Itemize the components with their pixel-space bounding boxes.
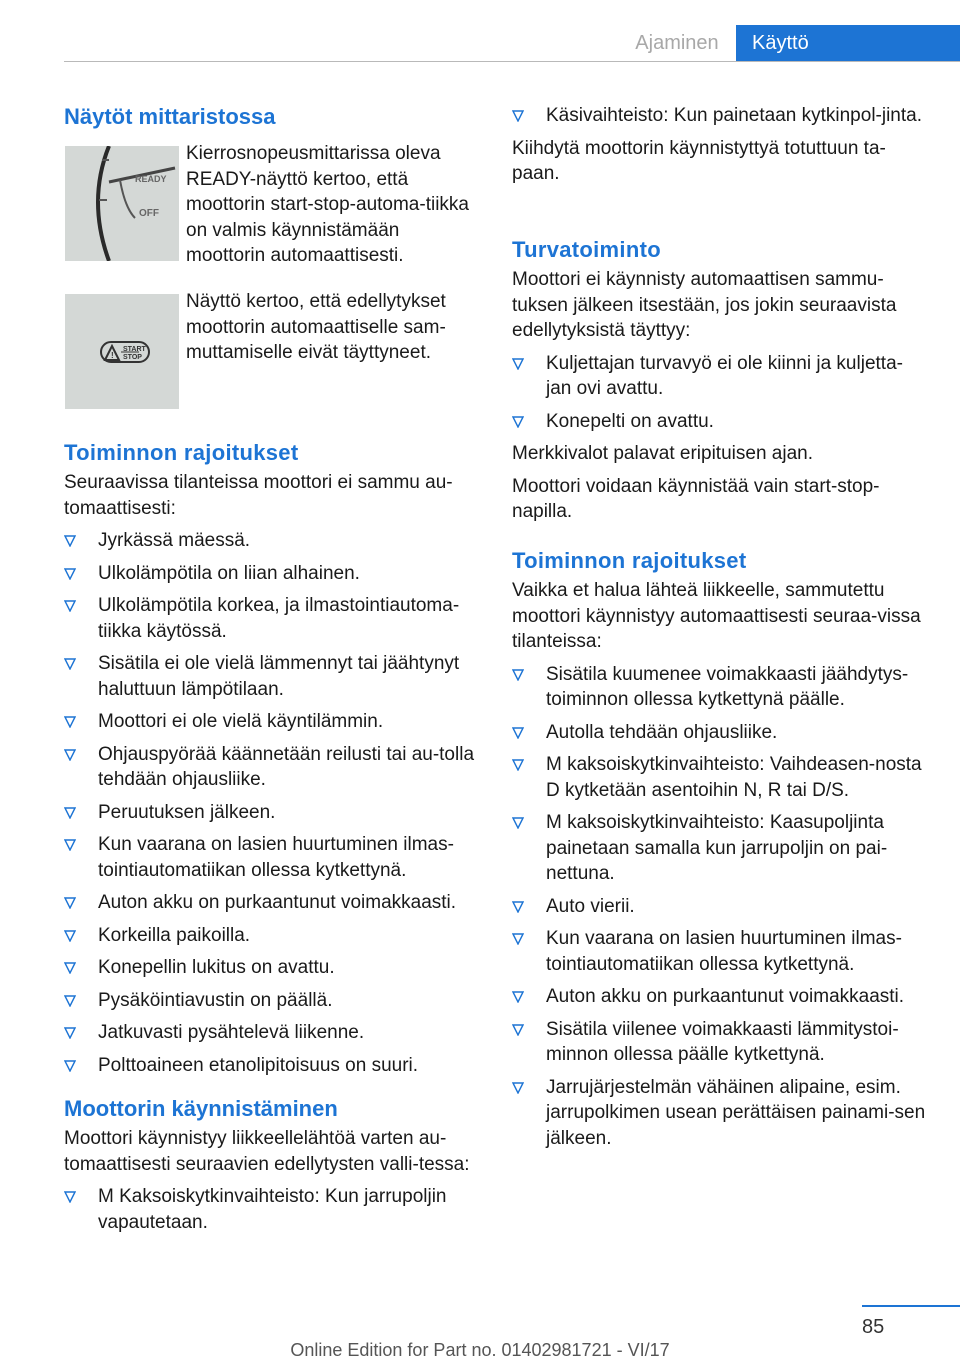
list-item-text: Auton akku on purkaantunut voimakkaasti.	[546, 986, 905, 1007]
list-item	[64, 651, 476, 702]
kasivaihteisto-list	[512, 103, 926, 129]
triangle-bullet-icon	[64, 716, 76, 728]
triangle-bullet-icon	[512, 933, 524, 945]
list-item-text: Autolla tehdään ohjausliike.	[546, 721, 778, 743]
list-item-text: Kun vaarana on lasien huurtuminen ilmas-tointiautomatiikan ollessa kytkettynä.	[98, 834, 454, 881]
list-item-text: Jyrkässä mäessä.	[98, 530, 251, 551]
start-label: START	[123, 346, 146, 353]
list-item	[512, 926, 926, 977]
list-item	[64, 593, 476, 644]
triangle-bullet-icon	[64, 600, 76, 612]
list-item-text: Konepellin lukitus on avattu.	[98, 957, 335, 978]
startstop-description: Näyttö kertoo, että edellytykset moottorin automaattiselle sam-muttamiselle eivät täyttyneet.	[186, 291, 446, 363]
right-top-block	[512, 103, 926, 187]
heading-naytot: Näytöt mittaristossa	[64, 104, 276, 129]
rajoitukset-2-list	[512, 662, 926, 1152]
list-item-text: Jarrujärjestelmän vähäinen alipaine, esim. jarrupolkimen usean perättäisen painami-sen jälkeen.	[546, 1076, 926, 1149]
triangle-bullet-icon	[64, 1191, 76, 1203]
list-item-text: Ohjauspyörää käännetään reilusti tai au-tolla tehdään ohjausliike.	[98, 743, 475, 790]
start-stop-napilla-paragraph: Moottori voidaan käynnistää vain start-stop-napilla.	[512, 475, 880, 522]
list-item-text: Peruutuksen jälkeen.	[98, 801, 276, 823]
list-item	[64, 561, 476, 587]
startstop-warning-icon	[65, 294, 179, 409]
heading-moottorin-kaynnistaminen: Moottorin käynnistäminen	[64, 1096, 338, 1121]
rajoitukset-intro: Seuraavissa tilanteissa moottori ei sammu au-tomaattisesti:	[64, 472, 453, 519]
heading-toiminnon-rajoitukset-2: Toiminnon rajoitukset	[512, 548, 747, 573]
triangle-bullet-icon	[64, 535, 76, 547]
triangle-bullet-icon	[64, 658, 76, 670]
list-item	[64, 955, 476, 981]
heading-toiminnon-rajoitukset: Toiminnon rajoitukset	[64, 440, 299, 465]
list-item-text: Korkeilla paikoilla.	[98, 924, 251, 946]
list-item	[64, 890, 476, 916]
triangle-bullet-icon	[64, 897, 76, 909]
section-turvatoiminto	[512, 236, 926, 525]
triangle-bullet-icon	[512, 817, 524, 829]
heading-turvatoiminto: Turvatoiminto	[512, 237, 661, 262]
triangle-bullet-icon	[512, 416, 524, 428]
list-item-text: Auto vierii.	[546, 895, 635, 917]
triangle-bullet-icon	[512, 727, 524, 739]
section-toiminnon-rajoitukset-right	[512, 547, 926, 1158]
rajoitukset-2-intro: Vaikka et halua lähteä liikkeelle, sammutettu moottori käynnistyy automaattisesti seuraa-vissa tilanteissa:	[512, 580, 921, 652]
section-tab-ajaminen[interactable]: Ajaminen	[635, 32, 719, 54]
list-item-text: Kun vaarana on lasien huurtuminen ilmas-tointiautomatiikan ollessa kytkettynä.	[546, 928, 902, 975]
triangle-bullet-icon	[64, 807, 76, 819]
list-item-text: Pysäköintiavustin on päällä.	[98, 989, 333, 1011]
triangle-bullet-icon	[512, 669, 524, 681]
triangle-bullet-icon	[512, 991, 524, 1003]
list-item	[512, 103, 926, 129]
triangle-bullet-icon	[64, 839, 76, 851]
triangle-bullet-icon	[64, 930, 76, 942]
stop-label: STOP	[123, 354, 142, 361]
list-item	[512, 1017, 926, 1068]
kaynnistaminen-list	[64, 1184, 476, 1235]
list-item	[512, 984, 926, 1010]
page-number-rule	[862, 1305, 960, 1307]
list-item-text: Käsivaihteisto: Kun painetaan kytkinpol-jinta.	[546, 105, 923, 126]
list-item-text: Ulkolämpötila on liian alhainen.	[98, 562, 360, 584]
list-item	[64, 742, 476, 793]
section-toiminnon-rajoitukset-left	[64, 439, 476, 1085]
triangle-bullet-icon	[64, 962, 76, 974]
section-moottorin-kaynnistaminen	[64, 1095, 476, 1242]
svg-text:!: !	[111, 351, 114, 360]
list-item	[512, 810, 926, 887]
list-item	[512, 351, 926, 402]
tachometer-ready-image	[65, 146, 179, 261]
list-item-text: M Kaksoiskytkinvaihteisto: Kun jarrupoljin vapautetaan.	[98, 1186, 447, 1233]
triangle-bullet-icon	[64, 995, 76, 1007]
triangle-bullet-icon	[512, 1082, 524, 1094]
list-item	[64, 1053, 476, 1079]
list-item	[64, 528, 476, 554]
list-item-text: Polttoaineen etanolipitoisuus on suuri.	[98, 1054, 419, 1076]
triangle-bullet-icon	[512, 358, 524, 370]
turvatoiminto-list	[512, 351, 926, 435]
off-label: OFF	[139, 208, 159, 219]
ready-label: READY	[135, 174, 167, 184]
list-item	[512, 894, 926, 920]
list-item	[512, 409, 926, 435]
page-number: 85	[862, 1316, 885, 1338]
list-item-text: Jatkuvasti pysähtelevä liikenne.	[98, 1022, 365, 1043]
list-item	[64, 923, 476, 949]
header-divider	[64, 61, 960, 62]
list-item	[512, 1075, 926, 1152]
kaynnistaminen-intro: Moottori käynnistyy liikkeellelähtöä varten au-tomaattisesti seuraavien edellytysten valli-tessa:	[64, 1128, 470, 1175]
list-item	[64, 1184, 476, 1235]
list-item	[64, 800, 476, 826]
triangle-bullet-icon	[64, 1027, 76, 1039]
list-item-text: Auton akku on purkaantunut voimakkaasti.	[98, 892, 457, 913]
list-item-text: M kaksoiskytkinvaihteisto: Vaihdeasen-nosta D kytketään asentoihin N, R tai D/S.	[546, 754, 922, 801]
triangle-bullet-icon	[64, 749, 76, 761]
list-item	[512, 662, 926, 713]
ready-description: Kierrosnopeusmittarissa oleva READY-näyttö kertoo, että moottorin start-stop-automa-tiikka on valmis käynnistämään moottorin automaattisesti.	[186, 143, 469, 266]
turvatoiminto-intro: Moottori ei käynnisty automaattisen sammu-tuksen jälkeen itsestään, jos jokin seuraavista edellytyksistä täyttyy:	[512, 269, 897, 341]
triangle-bullet-icon	[512, 759, 524, 771]
list-item-text: Kuljettajan turvavyö ei ole kiinni ja kuljetta-jan ovi avattu.	[546, 352, 903, 399]
section-tab-kaytto[interactable]: Käyttö	[736, 25, 960, 61]
kiihdyta-paragraph: Kiihdytä moottorin käynnistyttyä totuttuun ta-paan.	[512, 137, 886, 184]
rajoitukset-list	[64, 528, 476, 1078]
list-item-text: Konepelti on avattu.	[546, 410, 714, 432]
triangle-bullet-icon	[512, 110, 524, 122]
list-item-text: Moottori ei ole vielä käyntilämmin.	[98, 711, 384, 732]
list-item-text: M kaksoiskytkinvaihteisto: Kaasupoljinta painetaan samalla kun jarrupoljin on pai-nettuna.	[546, 812, 888, 884]
list-item-text: Ulkolämpötila korkea, ja ilmastointiautoma-tiikka käytössä.	[98, 595, 460, 642]
list-item	[64, 832, 476, 883]
list-item-text: Sisätila ei ole vielä lämmennyt tai jäähtynyt haluttuun lämpötilaan.	[98, 653, 460, 700]
list-item	[64, 709, 476, 735]
list-item	[64, 1020, 476, 1046]
edition-footer: Online Edition for Part no. 01402981721 - VI/17	[290, 1340, 670, 1360]
list-item	[512, 752, 926, 803]
list-item-text: Sisätila viilenee voimakkaasti lämmitystoi-minnon ollessa päälle kytkettynä.	[546, 1018, 899, 1065]
list-item	[64, 988, 476, 1014]
list-item-text: Sisätila kuumenee voimakkaasti jäähdytys-toiminnon ollessa kytkettynä päälle.	[546, 663, 909, 710]
startstop-indicator-image	[65, 294, 179, 409]
triangle-bullet-icon	[512, 1024, 524, 1036]
tachometer-ready-icon	[65, 146, 179, 261]
list-item	[512, 720, 926, 746]
triangle-bullet-icon	[64, 568, 76, 580]
merkkivalot-paragraph: Merkkivalot palavat eripituisen ajan.	[512, 443, 813, 464]
triangle-bullet-icon	[512, 901, 524, 913]
triangle-bullet-icon	[64, 1060, 76, 1072]
